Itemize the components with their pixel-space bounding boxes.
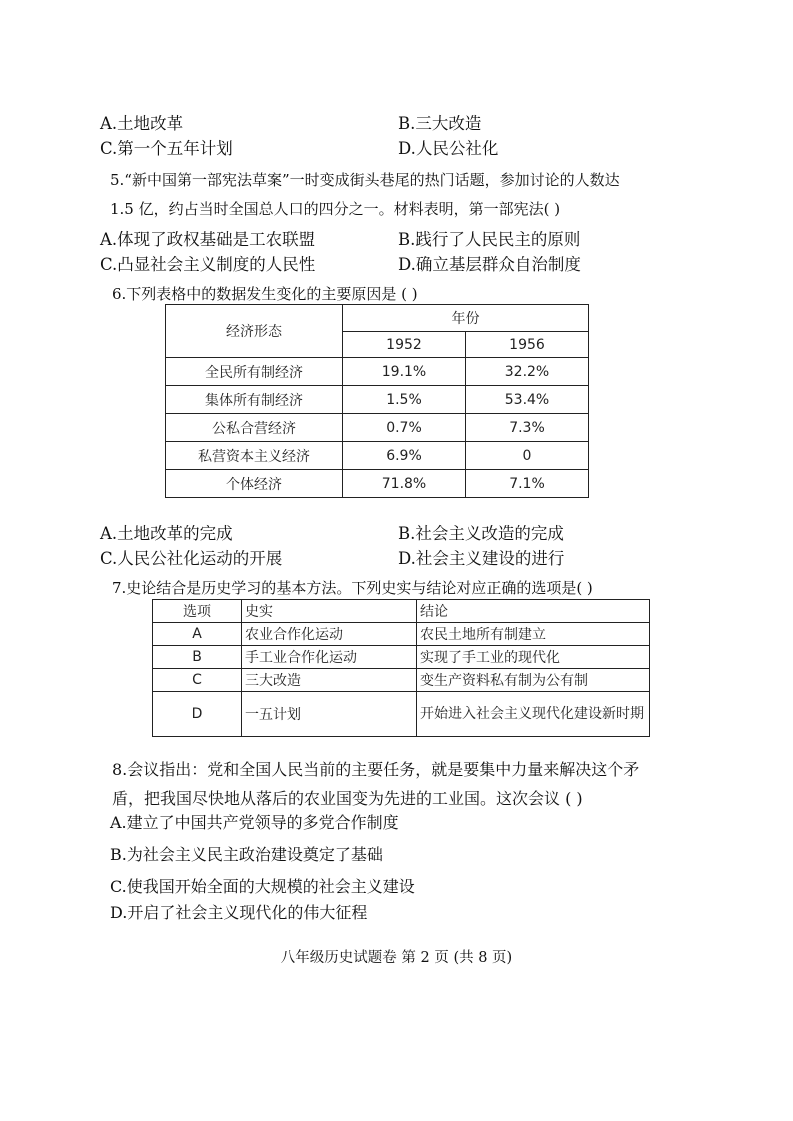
table-row xyxy=(166,414,589,442)
q7-header-conclusion: 结论 xyxy=(417,600,650,623)
q6-row-label: 集体所有制经济 xyxy=(166,386,343,414)
table-row xyxy=(166,358,589,386)
q6-cell-1956: 32.2% xyxy=(466,358,589,386)
q6-year-1952: 1952 xyxy=(343,332,466,358)
q5-option-a: A.体现了政权基础是工农联盟 xyxy=(100,230,316,249)
q6-economy-table xyxy=(165,304,589,498)
q5-option-c: C.凸显社会主义制度的人民性 xyxy=(100,255,316,274)
q7-history-table xyxy=(152,599,650,737)
q8-option-d: D.开启了社会主义现代化的伟大征程 xyxy=(110,903,368,922)
q6-col-header: 经济形态 xyxy=(166,305,343,358)
q4-option-d: D.人民公社化 xyxy=(398,139,499,158)
q4-option-b: B.三大改造 xyxy=(398,114,482,133)
q6-cell-1952: 6.9% xyxy=(343,442,466,470)
table-row xyxy=(153,623,650,646)
q8-stem-line2: 盾，把我国尽快地从落后的农业国变为先进的工业国。这次会议 ( ) xyxy=(112,789,583,808)
q6-cell-1956: 7.3% xyxy=(466,414,589,442)
q7-row-option: B xyxy=(153,646,242,669)
q7-row-option: A xyxy=(153,623,242,646)
q6-cell-1952: 1.5% xyxy=(343,386,466,414)
q7-row-conclusion: 实现了手工业的现代化 xyxy=(417,646,650,669)
q6-option-c: C.人民公社化运动的开展 xyxy=(100,549,283,568)
q7-row-fact: 三大改造 xyxy=(242,669,417,692)
q8-option-c: C.使我国开始全面的大规模的社会主义建设 xyxy=(110,877,415,896)
q6-cell-1952: 71.8% xyxy=(343,470,466,498)
q7-header-option: 选项 xyxy=(153,600,242,623)
q6-year-header: 年份 xyxy=(343,305,589,332)
q5-option-d: D.确立基层群众自治制度 xyxy=(398,255,581,274)
q7-row-conclusion: 农民土地所有制建立 xyxy=(417,623,650,646)
table-row xyxy=(166,470,589,498)
q6-cell-1952: 19.1% xyxy=(343,358,466,386)
table-row xyxy=(166,386,589,414)
q6-cell-1956: 53.4% xyxy=(466,386,589,414)
q6-cell-1956: 7.1% xyxy=(466,470,589,498)
q6-option-a: A.土地改革的完成 xyxy=(100,524,233,543)
q7-row-fact: 农业合作化运动 xyxy=(242,623,417,646)
table-row xyxy=(153,669,650,692)
page-footer: 八年级历史试题卷 第 2 页 (共 8 页) xyxy=(280,950,513,966)
q6-option-d: D.社会主义建设的进行 xyxy=(398,549,565,568)
q4-option-a: A.土地改革 xyxy=(100,114,184,133)
q7-row-conclusion: 开始进入社会主义现代化建设新时期 xyxy=(417,692,650,737)
q7-row-fact: 一五计划 xyxy=(242,692,417,737)
q7-row-option: C xyxy=(153,669,242,692)
q5-stem-line2: 1.5 亿，约占当时全国总人口的四分之一。材料表明，第一部宪法( ) xyxy=(110,200,561,218)
q6-option-b: B.社会主义改造的完成 xyxy=(398,524,564,543)
q7-row-conclusion: 变生产资料私有制为公有制 xyxy=(417,669,650,692)
q6-stem: 6.下列表格中的数据发生变化的主要原因是 ( ) xyxy=(112,285,418,303)
q6-year-1956: 1956 xyxy=(466,332,589,358)
q8-stem-line1: 8.会议指出：党和全国人民当前的主要任务，就是要集中力量来解决这个矛 xyxy=(112,760,640,779)
q4-option-c: C.第一个五年计划 xyxy=(100,139,233,158)
q7-header-fact: 史实 xyxy=(242,600,417,623)
q5-option-b: B.践行了人民民主的原则 xyxy=(398,230,581,249)
q6-cell-1952: 0.7% xyxy=(343,414,466,442)
q7-stem: 7.史论结合是历史学习的基本方法。下列史实与结论对应正确的选项是( ) xyxy=(112,579,593,597)
q6-row-label: 公私合营经济 xyxy=(166,414,343,442)
table-header-row xyxy=(153,600,650,623)
q7-row-fact: 手工业合作化运动 xyxy=(242,646,417,669)
table-row xyxy=(153,646,650,669)
q8-option-b: B.为社会主义民主政治建设奠定了基础 xyxy=(110,845,383,864)
q6-cell-1956: 0 xyxy=(466,442,589,470)
q6-row-label: 私营资本主义经济 xyxy=(166,442,343,470)
q8-option-a: A.建立了中国共产党领导的多党合作制度 xyxy=(110,813,399,832)
table-row xyxy=(153,692,650,737)
q7-row-option: D xyxy=(153,692,242,737)
q6-row-label: 全民所有制经济 xyxy=(166,358,343,386)
q5-stem-line1: 5.“新中国第一部宪法草案”一时变成街头巷尾的热门话题，参加讨论的人数达 xyxy=(110,171,620,189)
table-row xyxy=(166,442,589,470)
q6-row-label: 个体经济 xyxy=(166,470,343,498)
